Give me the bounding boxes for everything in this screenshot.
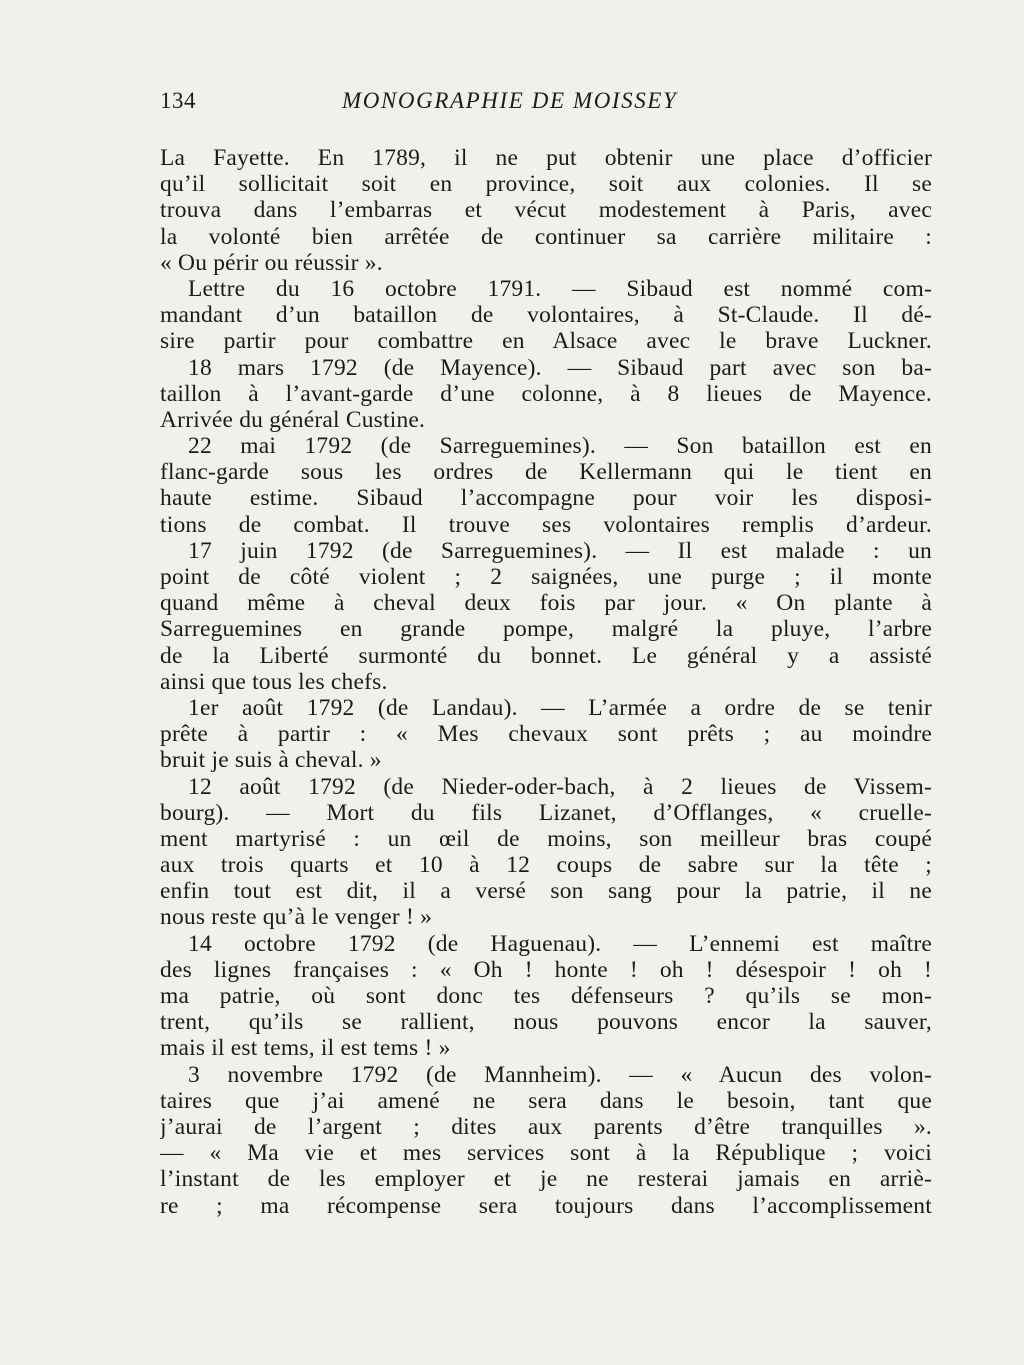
text-line: Arrivée du général Custine. xyxy=(160,406,426,433)
text-line: de la Liberté surmonté du bonnet. Le général y a assisté xyxy=(160,642,932,669)
page-number: 134 xyxy=(160,88,196,113)
text-line: 12 août 1792 (de Nieder-oder-bach, à 2 lieues de Vissem- xyxy=(188,773,932,800)
text-line: « Ou périr ou réussir ». xyxy=(160,249,383,276)
text-line: ment martyrisé : un œil de moins, son meilleur bras coupé xyxy=(160,825,932,852)
body-text xyxy=(160,145,932,1219)
text-line: bourg). — Mort du fils Lizanet, d’Offlanges, « cruelle- xyxy=(160,799,932,826)
text-line: nous reste qu’à le venger ! » xyxy=(160,904,433,931)
text-line: bruit je suis à cheval. » xyxy=(160,747,382,774)
text-line: mandant d’un bataillon de volontaires, à St-Claude. Il dé- xyxy=(160,302,932,329)
text-line: ma patrie, où sont donc tes défenseurs ? qu’ils se mon- xyxy=(160,983,932,1009)
text-line: 17 juin 1792 (de Sarreguemines). — Il est malade : un xyxy=(188,537,932,564)
text-line: re ; ma récompense sera toujours dans l’accomplissement xyxy=(160,1192,932,1219)
text-line: 3 novembre 1792 (de Mannheim). — « Aucun des volon- xyxy=(188,1061,932,1088)
text-line: des lignes françaises : « Oh ! honte ! oh ! désespoir ! oh ! xyxy=(160,956,932,983)
text-line: point de côté violent ; 2 saignées, une purge ; il monte xyxy=(160,564,932,590)
text-line: prête à partir : « Mes chevaux sont prêts ; au moindre xyxy=(160,721,932,748)
text-line: taires que j’ai amené ne sera dans le besoin, tant que xyxy=(160,1087,932,1114)
text-line: flanc-garde sous les ordres de Kellermann qui le tient en xyxy=(160,459,932,486)
text-line: 14 octobre 1792 (de Haguenau). — L’ennemi est maître xyxy=(188,930,932,957)
text-line: l’instant de les employer et je ne resterai jamais en arriè- xyxy=(160,1166,932,1193)
text-line: j’aurai de l’argent ; dites aux parents d’être tranquilles ». xyxy=(160,1113,932,1140)
text-line: enfin tout est dit, il a versé son sang pour la patrie, il ne xyxy=(160,878,932,905)
text-line: La Fayette. En 1789, il ne put obtenir une place d’officier xyxy=(160,145,932,171)
text-line: taillon à l’avant-garde d’une colonne, à 8 lieues de Mayence. xyxy=(160,380,932,407)
text-line: 18 mars 1792 (de Mayence). — Sibaud part avec son ba- xyxy=(188,354,932,381)
text-line: sire partir pour combattre en Alsace avec le brave Luckner. xyxy=(160,328,932,355)
text-line: 1er août 1792 (de Landau). — L’armée a ordre de se tenir xyxy=(188,694,932,721)
page-header xyxy=(160,88,932,122)
text-line: la volonté bien arrêtée de continuer sa carrière militaire : xyxy=(160,223,932,250)
text-line: tions de combat. Il trouve ses volontaires remplis d’ardeur. xyxy=(160,511,932,538)
text-line: ainsi que tous les chefs. xyxy=(160,668,388,695)
text-line: haute estime. Sibaud l’accompagne pour voir les disposi- xyxy=(160,485,932,512)
text-line: 22 mai 1792 (de Sarreguemines). — Son bataillon est en xyxy=(188,433,932,460)
text-line: — « Ma vie et mes services sont à la République ; voici xyxy=(160,1140,932,1167)
text-line: qu’il sollicitait soit en province, soit aux colonies. Il se xyxy=(160,171,932,198)
running-title: MONOGRAPHIE DE MOISSEY xyxy=(342,88,678,113)
text-line: Sarreguemines en grande pompe, malgré la pluye, l’arbre xyxy=(160,616,932,643)
text-line: aux trois quarts et 10 à 12 coups de sabre sur la tête ; xyxy=(160,852,932,879)
text-line: Lettre du 16 octobre 1791. — Sibaud est nommé com- xyxy=(188,275,932,302)
text-line: mais il est tems, il est tems ! » xyxy=(160,1035,451,1062)
text-line: trouva dans l’embarras et vécut modestement à Paris, avec xyxy=(160,197,932,224)
text-line: trent, qu’ils se rallient, nous pouvons encor la sauver, xyxy=(160,1009,932,1036)
text-line: quand même à cheval deux fois par jour. « On plante à xyxy=(160,590,932,617)
